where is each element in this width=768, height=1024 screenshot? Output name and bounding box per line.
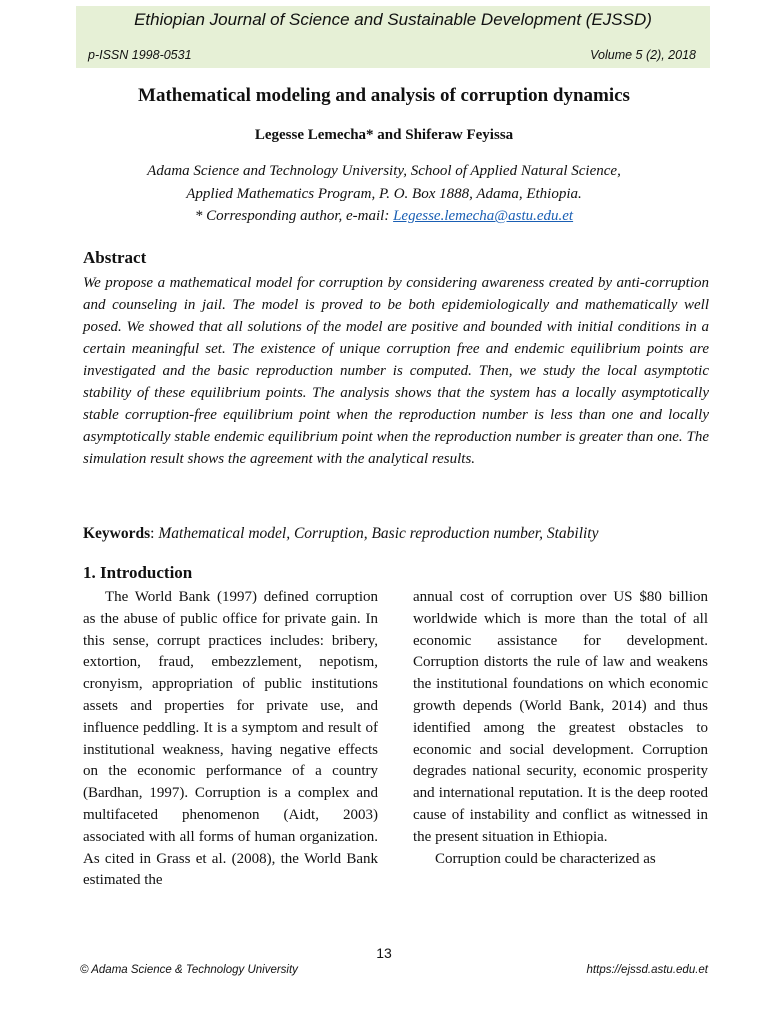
- page-number: 13: [376, 945, 392, 961]
- section-heading-introduction: 1. Introduction: [83, 563, 193, 582]
- corresponding-prefix: * Corresponding author, e-mail:: [194, 208, 394, 224]
- abstract-heading: Abstract: [83, 248, 147, 267]
- author-email-link[interactable]: Legesse.lemecha@astu.edu.et: [393, 208, 574, 224]
- footer-copyright: © Adama Science & Technology University: [80, 964, 298, 976]
- left-column: [83, 587, 378, 892]
- keywords-text: Mathematical model, Corruption, Basic reproduction number, Stability: [158, 525, 599, 542]
- abstract-text: We propose a mathematical model for corruption by considering awareness created by anti-corruption and counseling in jail. The model is proved to be both epidemiologically and mathematically well posed. We showed that all solutions of the model are positive and bounded with initial conditions in a certain meaningful set. The existence of unique corruption free and endemic equilibrium points are investigated and the basic reproduction number is computed. Then, we study the local asymptotic stability of these equilibrium points. The analysis shows that the system has a locally asymptotically stable corruption-free equilibrium point when the reproduction number is less than one and locally asymptotically stable endemic equilibrium point when the reproduction number is greater than one. The simulation result shows the agreement with the analytical results.: [83, 275, 709, 467]
- footer-url[interactable]: https://ejssd.astu.edu.et: [586, 964, 708, 976]
- intro-paragraph-right-2: Corruption could be characterized as: [435, 850, 656, 867]
- intro-paragraph-right-1: annual cost of corruption over US $80 billion worldwide which is more than the total of all economic assistance for development. Corruption distorts the rule of law and weakens the institutional foundations on which economic growth depends (World Bank, 2014) and thus identified among the greatest obstacles to economic and social development. Corruption degrades national security, economic prosperity and international reputation. It is the deep rooted cause of instability and conflict as witnessed in the present situation in Ethiopia.: [413, 589, 708, 845]
- affiliation-line-1: Adama Science and Technology University, School of Applied Natural Science,: [147, 163, 621, 179]
- journal-title: Ethiopian Journal of Science and Sustainable Development (EJSSD): [134, 10, 652, 29]
- issn: p-ISSN 1998-0531: [88, 48, 192, 62]
- paper-title: Mathematical modeling and analysis of corruption dynamics: [138, 85, 630, 106]
- corresponding-author: [0, 208, 768, 225]
- affiliation-line-2: Applied Mathematics Program, P. O. Box 1888, Adama, Ethiopia.: [186, 186, 582, 202]
- volume-info: Volume 5 (2), 2018: [590, 48, 696, 62]
- keywords: Keywords: Mathematical model, Corruption, Basic reproduction number, Stability: [83, 525, 599, 542]
- keywords-label: Keywords: [83, 525, 151, 542]
- authors: Legesse Lemecha* and Shiferaw Feyissa: [254, 127, 514, 143]
- right-column: [413, 587, 708, 870]
- intro-paragraph-left: The World Bank (1997) defined corruption as the abuse of public office for private gain. In this sense, corrupt practices includes: bribery, extortion, fraud, embezzlement, nepotism, cronyism, appropriation of public institutions assets and properties for private use, and influence peddling. It is a symptom and result of institutional weakness, having negative effects on the economic performance of a country (Bardhan, 1997). Corruption is a complex and multifaceted phenomenon (Aidt, 2003) associated with all forms of human organization. As cited in Grass et al. (2008), the World Bank estimated the: [83, 589, 378, 889]
